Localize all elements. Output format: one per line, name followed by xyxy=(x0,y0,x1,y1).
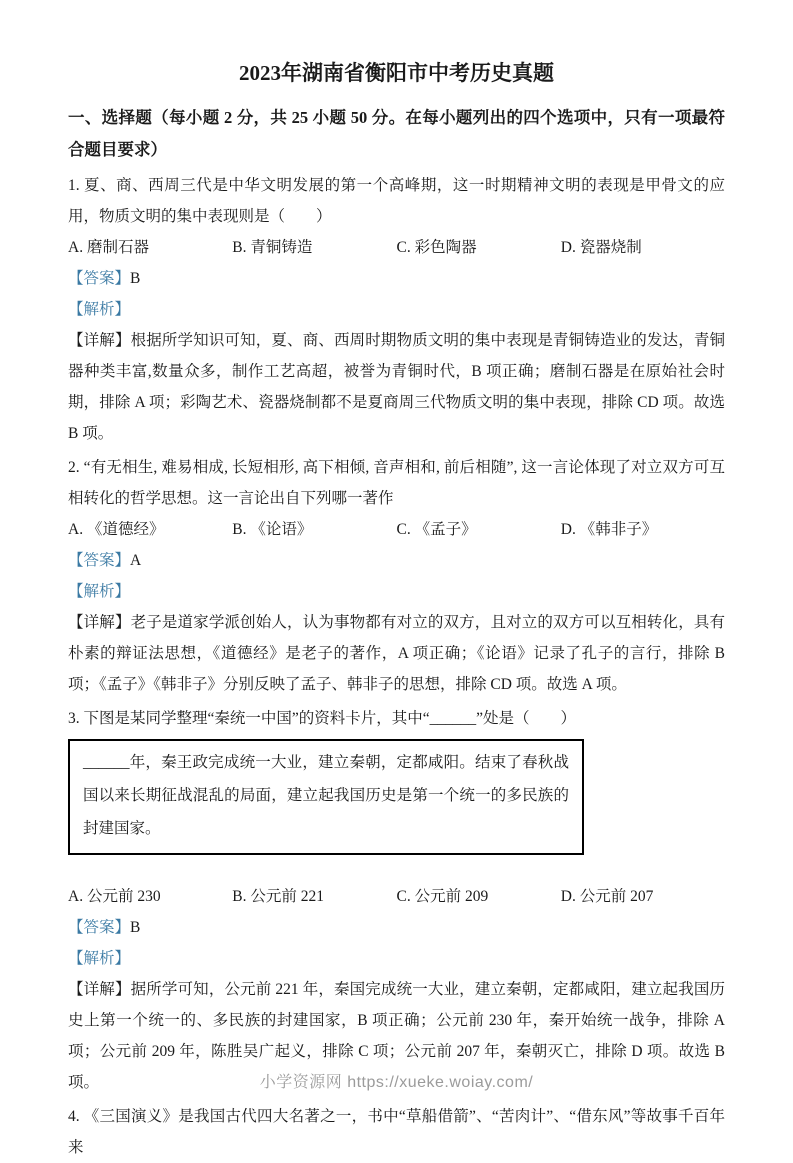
detail-text: 【详解】老子是道家学派创始人，认为事物都有对立的双方，且对立的双方可以互相转化，具有朴素的辩证法思想，《道德经》是老子的著作，A 项正确；《论语》记录了孔子的言行，排除 B 项；《孟子》《韩非子》分别反映了孟子、韩非子的思想，排除 CD 项。故选 A 项。 xyxy=(68,614,725,693)
options-row xyxy=(68,514,725,545)
card-text: ______年，秦王政完成统一大业，建立秦朝，定都咸阳。结束了春秋战国以来长期征战混乱的局面，建立起我国历史是第一个统一的多民族的封建国家。 xyxy=(83,754,569,837)
option-d: D. 《韩非子》 xyxy=(560,521,658,538)
option-c: C. 《孟子》 xyxy=(396,521,477,538)
section-heading: 一、选择题（每小题 2 分，共 25 小题 50 分。在每小题列出的四个选项中，只有一项最符合题目要求） xyxy=(68,108,725,159)
option-a: A. 公元前 230 xyxy=(68,888,161,905)
option-b: B. 公元前 221 xyxy=(232,888,324,905)
answer-line xyxy=(68,912,725,943)
question-stem: 2. “有无相生, 难易相成, 长短相形, 高下相倾, 音声相和, 前后相随”, 这一言论体现了对立双方可互相转化的哲学思想。这一言论出自下列哪一著作 xyxy=(68,459,725,507)
question-block-4 xyxy=(68,1101,725,1163)
detail-text: 【详解】据所学可知，公元前 221 年，秦国完成统一大业，建立秦朝，定都咸阳，建立起我国历史上第一个统一的、多民族的封建国家，B 项正确；公元前 230 年，秦开始统一战争，排除 A 项；公元前 209 年，陈胜吴广起义，排除 C 项；公元前 207 年，秦朝灭亡，排除 D 项。故选 B 项。 xyxy=(68,981,725,1091)
question-block-2 xyxy=(68,452,725,700)
analysis-label: 【解析】 xyxy=(68,583,131,600)
analysis-line xyxy=(68,294,725,325)
question-block-3 xyxy=(68,703,725,1098)
answer-label: 【答案】 xyxy=(68,919,131,936)
question-stem: 4. 《三国演义》是我国古代四大名著之一，书中“草船借箭”、“苦肉计”、“借东风”等故事千百年来 xyxy=(68,1108,725,1156)
option-d: D. 瓷器烧制 xyxy=(560,239,642,256)
page-title: 2023年湖南省衡阳市中考历史真题 xyxy=(239,61,554,85)
analysis-label: 【解析】 xyxy=(68,950,131,967)
answer-line xyxy=(68,263,725,294)
analysis-line xyxy=(68,943,725,974)
option-b: B. 青铜铸造 xyxy=(232,239,313,256)
options-row xyxy=(68,232,725,263)
resource-card xyxy=(68,739,584,855)
question-stem: 3. 下图是某同学整理“秦统一中国”的资料卡片，其中“______”处是（ ） xyxy=(68,710,577,727)
answer-label: 【答案】 xyxy=(68,552,131,569)
answer-value: B xyxy=(130,270,141,287)
answer-line xyxy=(68,545,725,576)
option-a: A. 磨制石器 xyxy=(68,239,149,256)
option-a: A. 《道德经》 xyxy=(68,521,165,538)
option-c: C. 公元前 209 xyxy=(396,888,489,905)
question-stem: 1. 夏、商、西周三代是中华文明发展的第一个高峰期，这一时期精神文明的表现是甲骨文的应用，物质文明的集中表现则是（ ） xyxy=(68,177,725,225)
watermark-footer: 小学资源网 https://xueke.woiay.com/ xyxy=(259,1074,534,1091)
answer-label: 【答案】 xyxy=(68,270,131,287)
answer-value: A xyxy=(130,552,142,569)
question-block-1 xyxy=(68,170,725,449)
analysis-line xyxy=(68,576,725,607)
option-b: B. 《论语》 xyxy=(232,521,313,538)
analysis-label: 【解析】 xyxy=(68,301,131,318)
option-d: D. 公元前 207 xyxy=(560,888,654,905)
options-row xyxy=(68,881,725,912)
detail-text: 【详解】根据所学知识可知，夏、商、西周时期物质文明的集中表现是青铜铸造业的发达，青铜器种类丰富,数量众多，制作工艺高超，被誉为青铜时代，B 项正确；磨制石器是在原始社会时期，排除 A 项；彩陶艺术、瓷器烧制都不是夏商周三代物质文明的集中表现，排除 CD 项。故选 B 项。 xyxy=(68,332,725,442)
option-c: C. 彩色陶器 xyxy=(396,239,477,256)
answer-value: B xyxy=(130,919,141,936)
